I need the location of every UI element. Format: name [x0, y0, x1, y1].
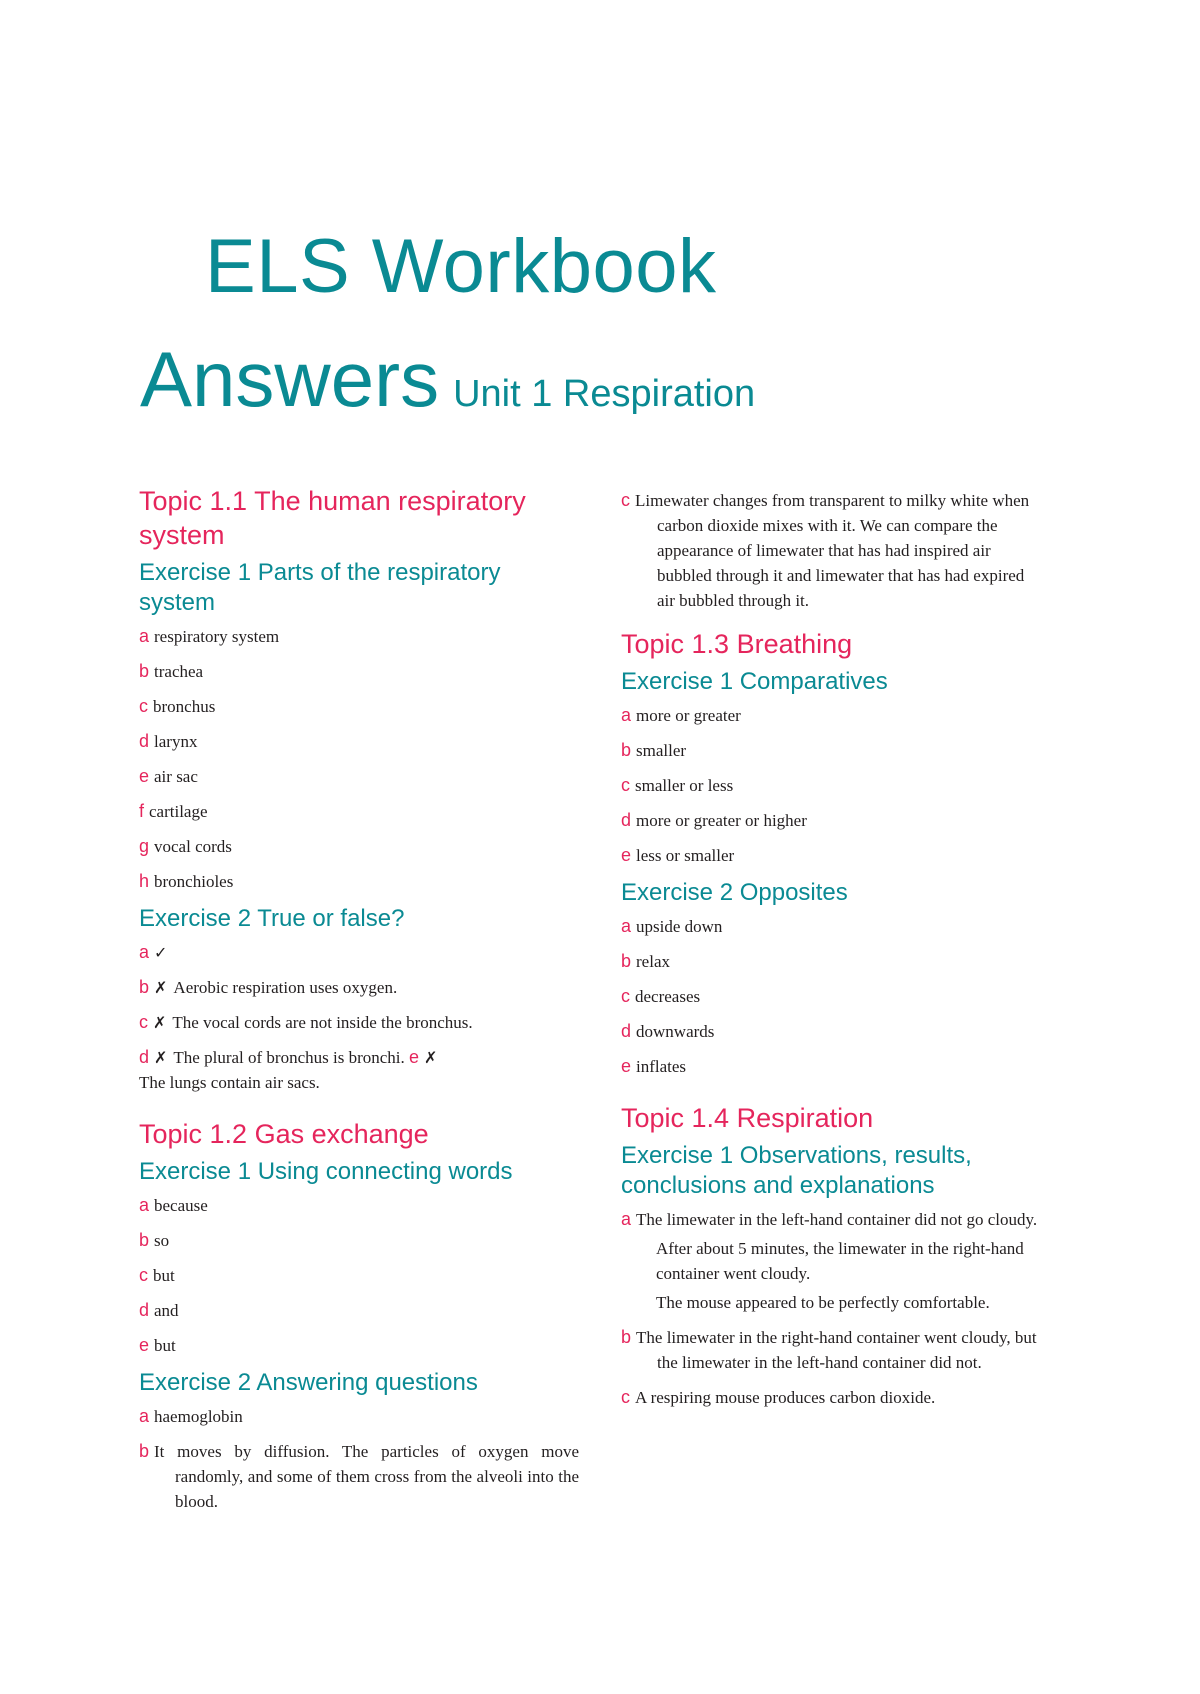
exercise-1-3-1-title: Exercise 1 Comparatives: [621, 668, 888, 695]
item-text: The lungs contain air sacs.: [139, 1073, 320, 1092]
list-item: [621, 949, 1041, 974]
list-item: [621, 843, 1041, 868]
item-letter: a: [139, 1406, 150, 1426]
list-item: [139, 1404, 579, 1429]
item-text: more or greater: [636, 706, 741, 725]
item-letter: a: [139, 942, 150, 962]
item-text: air sac: [154, 767, 198, 786]
topic-1-1-title: Topic 1.1 The human respiratory system: [139, 486, 526, 550]
exercise-1-2-2-title: Exercise 2 Answering questions: [139, 1369, 478, 1396]
item-letter: g: [139, 836, 150, 856]
list-item: [139, 1228, 579, 1253]
item-text: more or greater or higher: [636, 811, 807, 830]
list-item: [621, 488, 1041, 613]
list-item: [621, 984, 1041, 1009]
list-item: [139, 1263, 579, 1288]
list-item: [139, 1333, 579, 1358]
exercise-1-1-2-title: Exercise 2 True or false?: [139, 905, 405, 932]
item-text: inflates: [636, 1057, 687, 1076]
item-letter: a: [139, 1195, 150, 1215]
exercise-1-2-1-title: Exercise 1 Using connecting words: [139, 1158, 513, 1185]
item-letter: h: [139, 871, 150, 891]
item-letter: d: [621, 1021, 632, 1041]
item-letter: d: [621, 810, 632, 830]
list-item: [621, 1207, 1041, 1232]
item-letter: b: [621, 951, 632, 971]
list-item: [139, 1439, 579, 1514]
list-item: [139, 869, 579, 894]
list-item: [621, 1325, 1041, 1375]
item-text: but: [154, 1336, 176, 1355]
list-item-continuation: The mouse appeared to be perfectly comfortable.: [656, 1293, 990, 1312]
item-letter: c: [621, 1387, 630, 1407]
item-letter: c: [621, 986, 630, 1006]
exercise-1-3-2-title: Exercise 2 Opposites: [621, 879, 848, 906]
item-text: and: [154, 1301, 179, 1320]
list-item: [621, 1054, 1041, 1079]
cross-mark-icon: ✗: [154, 978, 168, 997]
item-text: The plural of bronchus is bronchi.: [173, 1048, 405, 1067]
list-item: [139, 694, 579, 719]
item-text: relax: [636, 952, 670, 971]
cross-mark-icon: ✗: [154, 1048, 168, 1067]
topic-1-3-title: Topic 1.3 Breathing: [621, 629, 853, 659]
item-text: smaller or less: [635, 776, 734, 795]
item-letter: a: [621, 916, 632, 936]
item-letter: b: [139, 977, 150, 997]
item-letter: e: [139, 766, 150, 786]
item-letter: d: [139, 1300, 150, 1320]
item-letter: c: [139, 1012, 148, 1032]
list-item: [139, 1193, 579, 1218]
item-letter: a: [621, 1209, 632, 1229]
item-letter: f: [139, 801, 145, 821]
unit-label: Unit 1 Respiration: [453, 373, 756, 415]
cross-mark-icon: ✗: [153, 1013, 167, 1032]
item-letter: b: [621, 1327, 632, 1347]
answers-label: Answers: [140, 335, 440, 423]
item-text: vocal cords: [154, 837, 232, 856]
list-item: [621, 1019, 1041, 1044]
item-letter: e: [409, 1047, 420, 1067]
item-text: bronchus: [153, 697, 216, 716]
item-text: so: [154, 1231, 170, 1250]
list-item: [139, 764, 579, 789]
list-item: [139, 624, 579, 649]
item-text: The vocal cords are not inside the bronchus.: [172, 1013, 473, 1032]
right-column: [621, 488, 1041, 1420]
item-letter: d: [139, 731, 150, 751]
answers-heading: [140, 335, 756, 423]
item-text: Aerobic respiration uses oxygen.: [173, 978, 398, 997]
item-text: Limewater changes from transparent to milky white when carbon dioxide mixes with it. We can compare the appearance of limewater that has had inspired air bubbled through it and limewater that has had expired air bubbled through it.: [635, 491, 1030, 610]
list-item: [621, 703, 1041, 728]
list-item: [139, 940, 579, 965]
item-text: A respiring mouse produces carbon dioxide.: [635, 1388, 936, 1407]
item-letter: b: [139, 1230, 150, 1250]
check-mark-icon: ✓: [154, 943, 168, 962]
item-text: upside down: [636, 917, 723, 936]
item-text: but: [153, 1266, 175, 1285]
list-item: [621, 808, 1041, 833]
item-letter: a: [621, 705, 632, 725]
list-item: [139, 1298, 579, 1323]
topic-1-4-title: Topic 1.4 Respiration: [621, 1103, 874, 1133]
list-item: [621, 1385, 1041, 1410]
list-item: [621, 738, 1041, 763]
item-text: because: [154, 1196, 208, 1215]
item-text: cartilage: [149, 802, 208, 821]
item-text: decreases: [635, 987, 701, 1006]
item-letter: d: [139, 1047, 150, 1067]
item-text: larynx: [154, 732, 198, 751]
left-column: [139, 484, 579, 1524]
item-text: downwards: [636, 1022, 715, 1041]
item-text: bronchioles: [154, 872, 234, 891]
list-item: [139, 834, 579, 859]
item-text: haemoglobin: [154, 1407, 243, 1426]
item-text: respiratory system: [154, 627, 280, 646]
workbook-title: ELS Workbook: [205, 223, 717, 309]
item-letter: e: [139, 1335, 150, 1355]
item-letter: c: [139, 1265, 148, 1285]
cross-mark-icon: ✗: [424, 1048, 438, 1067]
exercise-1-4-1-title: Exercise 1 Observations, results, conclusions and explanations: [621, 1142, 972, 1199]
list-item: [139, 659, 579, 684]
item-letter: e: [621, 1056, 632, 1076]
list-item: [139, 1010, 579, 1035]
list-item-continuation: After about 5 minutes, the limewater in the right-hand container went cloudy.: [656, 1239, 1024, 1283]
item-text: It moves by diffusion. The particles of oxygen move randomly, and some of them cross from the alveoli into the blood.: [154, 1442, 579, 1511]
topic-1-2-title: Topic 1.2 Gas exchange: [139, 1119, 429, 1149]
item-letter: c: [139, 696, 148, 716]
list-item: [139, 975, 579, 1000]
exercise-1-1-1-title: Exercise 1 Parts of the respiratory system: [139, 559, 501, 616]
list-item: [621, 773, 1041, 798]
item-text: less or smaller: [636, 846, 735, 865]
list-item: [139, 729, 579, 754]
list-item: [621, 914, 1041, 939]
item-letter: c: [621, 490, 630, 510]
item-text: trachea: [154, 662, 204, 681]
item-letter: a: [139, 626, 150, 646]
item-text: The limewater in the left-hand container did not go cloudy.: [636, 1210, 1038, 1229]
item-letter: b: [621, 740, 632, 760]
list-item: [139, 1045, 579, 1095]
item-letter: e: [621, 845, 632, 865]
item-letter: b: [139, 661, 150, 681]
item-text: The limewater in the right-hand container went cloudy, but the limewater in the left-hand container did not.: [636, 1328, 1037, 1372]
list-item: [139, 799, 579, 824]
item-letter: c: [621, 775, 630, 795]
item-text: smaller: [636, 741, 687, 760]
item-letter: b: [139, 1441, 150, 1461]
